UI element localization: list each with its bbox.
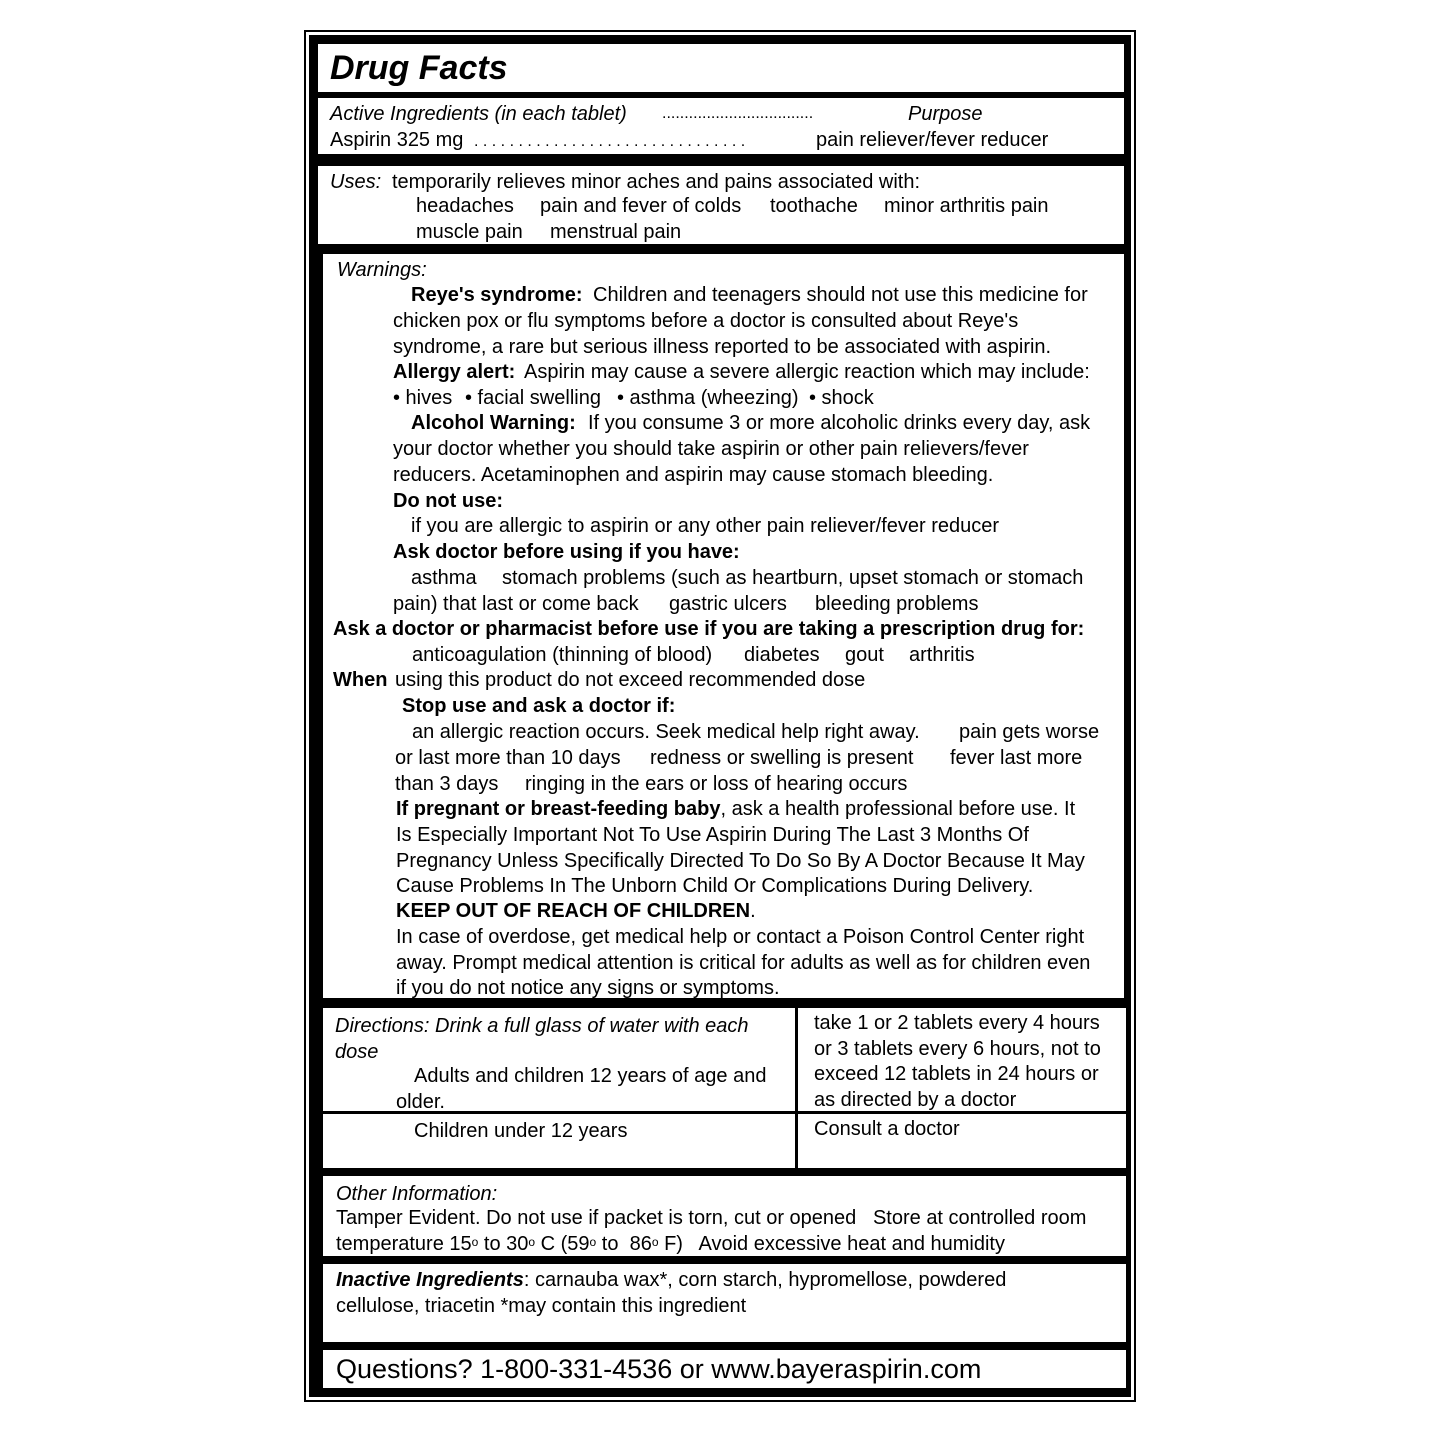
- overdose-text: In case of overdose, get medical help or contact a Poison Control Center right: [396, 926, 1085, 948]
- pharmacist-item: gout: [845, 644, 884, 666]
- stop-use-item: ringing in the ears or loss of hearing occurs: [525, 773, 908, 795]
- pregnant-text: Pregnancy Unless Specifically Directed To Do So By A Doctor Because It May: [396, 850, 1085, 872]
- inactive-ingredients-label: Inactive Ingredients: [336, 1269, 524, 1291]
- stop-use-item: pain gets worse: [959, 721, 1100, 743]
- children-label: Children under 12 years: [414, 1120, 628, 1142]
- do-not-use-text: if you are allergic to aspirin or any other pain reliever/fever reducer: [411, 515, 1000, 537]
- do-not-use-label: Do not use:: [393, 490, 503, 512]
- use-item: pain and fever of colds: [540, 195, 742, 217]
- directions-column-divider: [795, 1008, 798, 1168]
- questions-text: Questions? 1-800-331-4536 or www.bayeraspirin.com: [336, 1354, 982, 1384]
- use-item: toothache: [770, 195, 858, 217]
- inactive-ingredients-text: cellulose, triacetin *may contain this ingredient: [336, 1295, 747, 1317]
- other-information-label: Other Information:: [336, 1183, 498, 1205]
- adults-label: older.: [396, 1091, 445, 1113]
- title-box: [318, 44, 1124, 92]
- pregnant-label: If pregnant or breast-feeding baby: [396, 798, 721, 820]
- uses-label: Uses:: [330, 171, 382, 193]
- stop-use-item: an allergic reaction occurs. Seek medical help right away.: [412, 721, 920, 743]
- ask-doctor-item: bleeding problems: [815, 593, 979, 615]
- inactive-ingredients-line: [336, 1268, 1006, 1292]
- reye-text: chicken pox or flu symptoms before a doctor is consulted about Reye's: [393, 310, 1019, 332]
- pharmacist-item: anticoagulation (thinning of blood): [412, 644, 713, 666]
- allergy-item: • facial swelling: [465, 387, 601, 409]
- questions-box: [323, 1350, 1126, 1388]
- when-text: using this product do not exceed recommended dose: [395, 669, 866, 691]
- ingredient-dots: . . . . . . . . . . . . . . . . . . . . . . . . . . . . . . .: [474, 133, 746, 150]
- ingredient-purpose: pain reliever/fever reducer: [816, 129, 1049, 151]
- active-header-label: Active Ingredients (in each tablet): [330, 103, 627, 125]
- page-title: Drug Facts: [330, 49, 508, 87]
- reye-label: Reye's syndrome:: [411, 284, 583, 306]
- directions-intro: [335, 1014, 749, 1038]
- allergy-item: • asthma (wheezing): [617, 387, 799, 409]
- inactive-ingredients-text: : carnauba wax*, corn starch, hypromellose, powdered: [523, 1269, 1007, 1291]
- stop-use-item: or last more than 10 days: [395, 747, 621, 769]
- alcohol-text: your doctor whether you should take aspirin or other pain relievers/fever: [393, 438, 1029, 460]
- purpose-header: Purpose: [908, 103, 983, 125]
- directions-box: [323, 1008, 1126, 1168]
- reye-text: Children and teenagers should not use this medicine for: [593, 284, 1088, 306]
- storage-temperature: temperature 15$^o$ to 30$^o$ C (59$^o$ to 86$^o$ F) Avoid excessive heat and humidity: [336, 1233, 1005, 1255]
- adults-dose: as directed by a doctor: [814, 1089, 1017, 1111]
- ask-doctor-label: Ask doctor before using if you have:: [393, 541, 740, 563]
- pregnant-text: , ask a health professional before use. It: [720, 798, 1076, 820]
- keep-out-label: KEEP OUT OF REACH OF CHILDREN: [396, 900, 751, 922]
- when-label: When: [333, 669, 388, 691]
- warnings-label: Warnings:: [337, 259, 427, 281]
- pregnant-text: Cause Problems In The Unborn Child Or Complications During Delivery.: [396, 875, 1034, 897]
- alcohol-label: Alcohol Warning:: [411, 412, 576, 434]
- pharmacist-item: diabetes: [744, 644, 820, 666]
- alcohol-text: reducers. Acetaminophen and aspirin may cause stomach bleeding.: [393, 464, 994, 486]
- ask-doctor-item: gastric ulcers: [669, 593, 787, 615]
- uses-box: [318, 166, 1124, 244]
- adults-dose: or 3 tablets every 6 hours, not to: [814, 1038, 1101, 1060]
- adults-label: Adults and children 12 years of age and: [414, 1065, 767, 1087]
- allergy-text: Aspirin may cause a severe allergic reaction which may include:: [524, 361, 1090, 383]
- adults-dose: take 1 or 2 tablets every 4 hours: [814, 1012, 1100, 1034]
- keep-out-line: [396, 899, 756, 923]
- active-ingredients-box: [318, 98, 1124, 154]
- stop-use-item: than 3 days: [395, 773, 499, 795]
- other-information-text: Tamper Evident. Do not use if packet is torn, cut or opened Store at controlled room: [336, 1207, 1087, 1229]
- alcohol-text: If you consume 3 or more alcoholic drinks every day, ask: [588, 412, 1091, 434]
- use-item: muscle pain: [416, 221, 523, 243]
- overdose-text: if you do not notice any signs or symptoms.: [396, 977, 780, 999]
- stop-use-item: redness or swelling is present: [650, 747, 914, 769]
- adults-dose: exceed 12 tablets in 24 hours or: [814, 1063, 1099, 1085]
- directions-intro-text: Drink a full glass of water with each: [435, 1015, 749, 1037]
- ask-doctor-item: asthma: [411, 567, 477, 589]
- pharmacist-item: arthritis: [909, 644, 975, 666]
- stop-use-item: fever last more: [950, 747, 1083, 769]
- children-dose: Consult a doctor: [814, 1118, 960, 1140]
- use-item: menstrual pain: [550, 221, 682, 243]
- pregnant-text: Is Especially Important Not To Use Aspirin During The Last 3 Months Of: [396, 824, 1029, 846]
- reye-text: syndrome, a rare but serious illness reported to be associated with aspirin.: [393, 336, 1052, 358]
- stop-use-label: Stop use and ask a doctor if:: [402, 695, 676, 717]
- inactive-ingredients-box: [323, 1264, 1126, 1342]
- directions-label: Directions:: [335, 1015, 430, 1037]
- pharmacist-label: Ask a doctor or pharmacist before use if you are taking a prescription drug for:: [333, 618, 1085, 640]
- ask-doctor-item: pain) that last or come back: [393, 593, 639, 615]
- active-header-dots: ..................................: [662, 105, 814, 122]
- use-item: minor arthritis pain: [884, 195, 1049, 217]
- ingredient-name: Aspirin 325 mg: [330, 129, 464, 151]
- allergy-item: • hives: [393, 387, 453, 409]
- pregnant-line: [396, 797, 1075, 821]
- other-information-box: [323, 1176, 1126, 1256]
- ask-doctor-item: stomach problems (such as heartburn, upset stomach or stomach: [502, 567, 1084, 589]
- directions-intro-text: dose: [335, 1041, 379, 1063]
- overdose-text: away. Prompt medical attention is critical for adults as well as for children even: [396, 952, 1091, 974]
- allergy-item: • shock: [809, 387, 874, 409]
- uses-intro: temporarily relieves minor aches and pains associated with:: [392, 171, 921, 193]
- use-item: headaches: [416, 195, 514, 217]
- warnings-box: [323, 254, 1124, 998]
- allergy-label: Allergy alert:: [393, 361, 516, 383]
- keep-out-period: .: [750, 900, 756, 922]
